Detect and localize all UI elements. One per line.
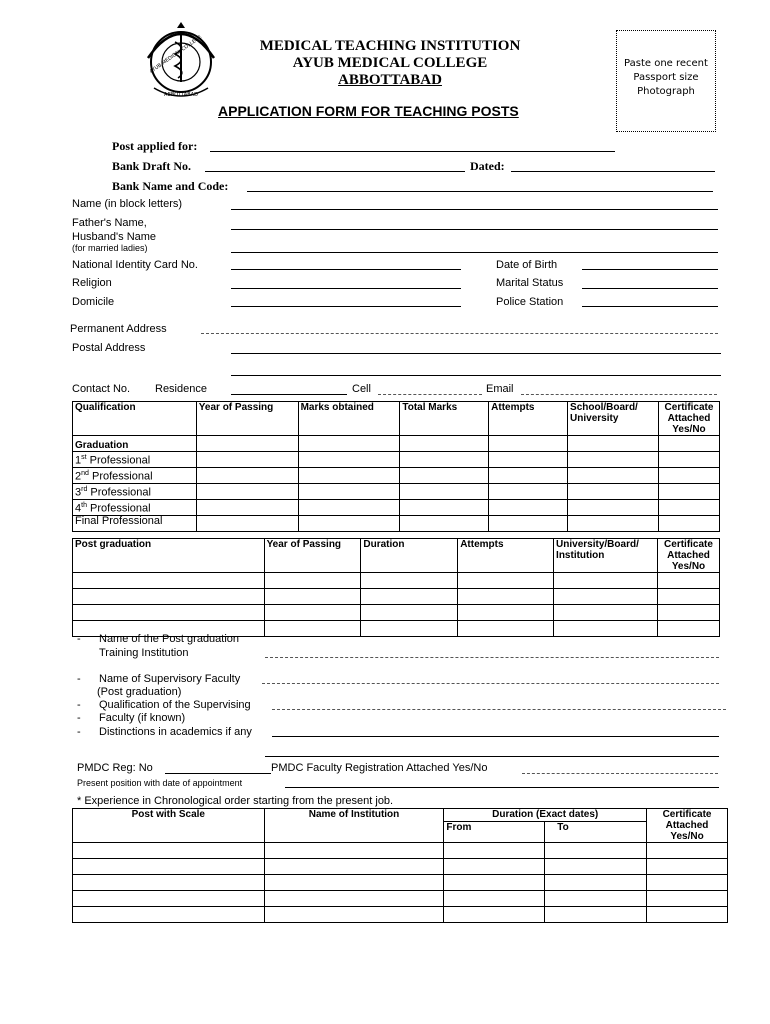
table-cell[interactable]	[361, 573, 458, 589]
father-name-field[interactable]	[231, 229, 718, 230]
table-cell[interactable]	[196, 516, 298, 532]
table-cell[interactable]	[264, 875, 444, 891]
exp-col-header: To	[545, 822, 647, 843]
qual-col-header: Total Marks	[400, 402, 489, 436]
distinctions-field1[interactable]	[272, 736, 719, 737]
experience-note: * Experience in Chronological order starting from the present job.	[77, 795, 394, 807]
table-cell[interactable]	[264, 589, 361, 605]
table-cell[interactable]	[489, 436, 568, 452]
perm-address-label: Permanent Address	[70, 323, 167, 335]
bank-name-field[interactable]	[247, 191, 713, 192]
cell-label: Cell	[352, 383, 371, 395]
table-cell[interactable]	[647, 891, 728, 907]
pg-col-header: Certificate Attached Yes/No	[657, 539, 719, 573]
bank-draft-field[interactable]	[205, 171, 465, 172]
pg-col-header: Attempts	[458, 539, 554, 573]
prof-num: 4	[75, 502, 82, 515]
police-label: Police Station	[496, 296, 564, 308]
pmdc-faculty-label: PMDC Faculty Registration Attached Yes/No	[271, 762, 488, 774]
table-cell[interactable]	[361, 605, 458, 621]
table-cell[interactable]	[444, 843, 545, 859]
professional-label	[73, 500, 197, 516]
prof-num: 1	[75, 454, 82, 467]
dash: -	[77, 712, 81, 724]
pg-col-header: University/Board/ Institution	[554, 539, 658, 573]
qualification-table	[72, 401, 720, 532]
pg-col-header: Year of Passing	[264, 539, 361, 573]
exp-col-header: Duration (Exact dates)	[444, 809, 647, 822]
table-cell[interactable]	[400, 484, 489, 500]
table-cell[interactable]	[647, 843, 728, 859]
prof-sup: nd	[81, 470, 89, 477]
header-line3: ABBOTTABAD	[338, 72, 442, 88]
graduation-label: Graduation	[73, 436, 197, 452]
dated-field[interactable]	[511, 171, 715, 172]
email-field[interactable]	[521, 394, 717, 395]
table-cell[interactable]	[658, 516, 719, 532]
dash: -	[77, 726, 81, 738]
professional-label	[73, 484, 197, 500]
domicile-field[interactable]	[231, 306, 461, 307]
table-row	[73, 859, 728, 875]
table-cell[interactable]	[73, 875, 265, 891]
dob-field[interactable]	[582, 269, 718, 270]
table-cell[interactable]	[298, 516, 400, 532]
faculty-known-label: Faculty (if known)	[99, 712, 186, 724]
table-cell[interactable]	[264, 859, 444, 875]
table-cell[interactable]	[264, 843, 444, 859]
training-label1: Name of the Post graduation	[99, 633, 240, 645]
name-field[interactable]	[231, 209, 718, 210]
table-cell[interactable]	[444, 907, 545, 923]
contact-label: Contact No.	[72, 383, 131, 395]
table-cell[interactable]	[545, 859, 647, 875]
table-cell[interactable]	[444, 875, 545, 891]
table-cell[interactable]	[568, 436, 659, 452]
bank-draft-label: Bank Draft No.	[112, 159, 192, 173]
table-row	[73, 573, 720, 589]
table-cell[interactable]	[73, 573, 265, 589]
table-cell[interactable]	[658, 500, 719, 516]
table-cell[interactable]	[458, 605, 554, 621]
table-cell[interactable]	[658, 452, 719, 468]
table-cell[interactable]	[264, 621, 361, 637]
institution-name	[190, 38, 590, 89]
qual-col-header: Year of Passing	[196, 402, 298, 436]
table-cell[interactable]	[554, 621, 658, 637]
qualification-supervising-field[interactable]	[272, 709, 726, 710]
table-cell[interactable]	[298, 436, 400, 452]
prof-sup: rd	[81, 486, 88, 493]
table-cell[interactable]	[568, 500, 659, 516]
professional-label	[73, 452, 197, 468]
bank-name-label: Bank Name and Code:	[112, 179, 229, 193]
prof-text: Professional	[90, 502, 151, 515]
table-cell[interactable]	[545, 907, 647, 923]
professional-label	[73, 516, 197, 532]
table-cell[interactable]	[73, 859, 265, 875]
photo-box	[616, 30, 716, 132]
table-cell[interactable]	[568, 516, 659, 532]
qual-col-header: Attempts	[489, 402, 568, 436]
table-cell[interactable]	[444, 891, 545, 907]
postal-address-label: Postal Address	[72, 342, 146, 354]
professional-label	[73, 468, 197, 484]
table-cell[interactable]	[298, 452, 400, 468]
table-cell[interactable]	[545, 891, 647, 907]
married-ladies-note: (for married ladies)	[72, 243, 148, 253]
prof-sup: st	[81, 454, 87, 461]
table-cell[interactable]	[361, 589, 458, 605]
dash: -	[77, 699, 81, 711]
prof-num: 2	[75, 470, 82, 483]
table-cell[interactable]	[489, 516, 568, 532]
dob-label: Date of Birth	[496, 259, 558, 271]
prof-text: Final Professional	[75, 515, 163, 527]
table-cell[interactable]	[658, 468, 719, 484]
table-row	[73, 452, 720, 468]
pmdc-reg-field[interactable]	[165, 773, 271, 774]
table-row	[73, 436, 720, 452]
form-title: APPLICATION FORM FOR TEACHING POSTS	[218, 103, 519, 119]
table-cell[interactable]	[647, 859, 728, 875]
table-cell[interactable]	[73, 605, 265, 621]
table-cell[interactable]	[298, 500, 400, 516]
table-cell[interactable]	[73, 891, 265, 907]
postal-address-field1[interactable]	[231, 353, 721, 354]
table-cell[interactable]	[489, 452, 568, 468]
qualification-supervising-label: Qualification of the Supervising	[99, 699, 251, 711]
prof-sup: th	[81, 502, 87, 509]
table-cell[interactable]	[361, 621, 458, 637]
table-cell[interactable]	[400, 436, 489, 452]
prof-num: 3	[75, 486, 82, 499]
qual-col-header: Qualification	[73, 402, 197, 436]
table-cell[interactable]	[657, 573, 719, 589]
photo-line2: Passport size	[633, 72, 699, 83]
table-cell[interactable]	[400, 452, 489, 468]
pmdc-reg-label: PMDC Reg: No	[77, 762, 153, 774]
table-cell[interactable]	[73, 907, 265, 923]
table-cell[interactable]	[489, 468, 568, 484]
table-row	[73, 907, 728, 923]
table-cell[interactable]	[400, 500, 489, 516]
police-field[interactable]	[582, 306, 718, 307]
table-cell[interactable]	[400, 516, 489, 532]
training-label2: Training Institution	[99, 647, 189, 659]
table-cell[interactable]	[400, 468, 489, 484]
qual-col-header: Certificate Attached Yes/No	[658, 402, 719, 436]
qual-col-header: Marks obtained	[298, 402, 400, 436]
nic-field[interactable]	[231, 269, 461, 270]
dash: -	[77, 673, 81, 685]
table-cell[interactable]	[568, 484, 659, 500]
exp-col-header: From	[444, 822, 545, 843]
table-row	[73, 843, 728, 859]
post-applied-field[interactable]	[210, 151, 615, 152]
pmdc-faculty-field[interactable]	[522, 773, 718, 774]
residence-label: Residence	[155, 383, 207, 395]
table-cell[interactable]	[657, 621, 719, 637]
header-line2: AYUB MEDICAL COLLEGE	[292, 55, 488, 71]
perm-address-field[interactable]	[201, 333, 718, 334]
experience-table	[72, 808, 728, 923]
exp-header-row1	[73, 809, 728, 822]
table-cell[interactable]	[196, 452, 298, 468]
name-label: Name (in block letters)	[72, 198, 183, 210]
father-name-label: Father's Name,	[72, 217, 147, 229]
pg-col-header: Post graduation	[73, 539, 265, 573]
table-cell[interactable]	[554, 573, 658, 589]
supervisory-label2: (Post graduation)	[97, 686, 182, 698]
postal-address-field2[interactable]	[231, 375, 721, 376]
table-cell[interactable]	[196, 484, 298, 500]
exp-col-header: Name of Institution	[264, 809, 444, 843]
seal-bottom-text: ABBOTTABAD	[164, 92, 198, 98]
present-position-label: Present position with date of appointment	[77, 778, 243, 788]
table-row	[73, 875, 728, 891]
pg-col-header: Duration	[361, 539, 458, 573]
qual-col-header: School/Board/ University	[568, 402, 659, 436]
table-cell[interactable]	[489, 500, 568, 516]
table-row	[73, 589, 720, 605]
table-cell[interactable]	[196, 500, 298, 516]
religion-label: Religion	[72, 277, 112, 289]
table-cell[interactable]	[298, 468, 400, 484]
table-cell[interactable]	[458, 621, 554, 637]
table-cell[interactable]	[554, 605, 658, 621]
table-cell[interactable]	[658, 436, 719, 452]
prof-text: Professional	[89, 454, 151, 467]
supervisory-label1: Name of Supervisory Faculty	[99, 673, 241, 685]
table-row	[73, 484, 720, 500]
marital-field[interactable]	[582, 288, 718, 289]
cell-field[interactable]	[378, 394, 482, 395]
prof-text: Professional	[90, 486, 151, 499]
table-cell[interactable]	[568, 452, 659, 468]
table-cell[interactable]	[545, 875, 647, 891]
table-cell[interactable]	[196, 468, 298, 484]
exp-col-header: Certificate Attached Yes/No	[647, 809, 728, 843]
table-row	[73, 605, 720, 621]
seal-top-text: AYUB MEDICAL COLLEGE	[148, 34, 203, 75]
table-cell[interactable]	[264, 605, 361, 621]
table-cell[interactable]	[73, 843, 265, 859]
table-cell[interactable]	[264, 907, 444, 923]
marital-label: Marital Status	[496, 277, 564, 289]
table-cell[interactable]	[657, 589, 719, 605]
table-cell[interactable]	[73, 589, 265, 605]
distinctions-label: Distinctions in academics if any	[99, 726, 252, 738]
photo-line3: Photograph	[637, 86, 695, 97]
husband-name-label: Husband's Name	[72, 231, 157, 243]
dated-label: Dated:	[470, 159, 505, 173]
photo-line1: Paste one recent	[624, 58, 708, 69]
table-cell[interactable]	[298, 484, 400, 500]
pg-header-row	[73, 539, 720, 573]
table-cell[interactable]	[264, 573, 361, 589]
header-line1: MEDICAL TEACHING INSTITUTION	[259, 38, 521, 54]
table-row	[73, 500, 720, 516]
domicile-label: Domicile	[72, 296, 115, 308]
supervisory-field[interactable]	[262, 683, 719, 684]
exp-col-header: Post with Scale	[73, 809, 265, 843]
dash: -	[77, 633, 81, 645]
table-cell[interactable]	[264, 891, 444, 907]
table-cell[interactable]	[458, 589, 554, 605]
distinctions-field2[interactable]	[265, 756, 719, 757]
table-row	[73, 468, 720, 484]
table-cell[interactable]	[444, 859, 545, 875]
email-label: Email	[486, 383, 514, 395]
table-cell[interactable]	[658, 484, 719, 500]
post-applied-label: Post applied for:	[112, 139, 198, 153]
nic-label: National Identity Card No.	[72, 259, 198, 271]
table-cell[interactable]	[647, 907, 728, 923]
present-position-field[interactable]	[285, 787, 719, 788]
post-graduation-table	[72, 538, 720, 637]
religion-field[interactable]	[231, 288, 461, 289]
table-cell[interactable]	[657, 605, 719, 621]
residence-field[interactable]	[231, 394, 347, 395]
table-cell[interactable]	[568, 468, 659, 484]
prof-text: Professional	[91, 470, 153, 483]
qual-header-row	[73, 402, 720, 436]
table-row	[73, 891, 728, 907]
table-cell[interactable]	[458, 573, 554, 589]
table-row	[73, 516, 720, 532]
table-cell[interactable]	[545, 843, 647, 859]
table-cell[interactable]	[554, 589, 658, 605]
table-cell[interactable]	[489, 484, 568, 500]
training-field[interactable]	[265, 657, 719, 658]
husband-name-field[interactable]	[231, 252, 718, 253]
table-cell[interactable]	[647, 875, 728, 891]
table-cell[interactable]	[196, 436, 298, 452]
